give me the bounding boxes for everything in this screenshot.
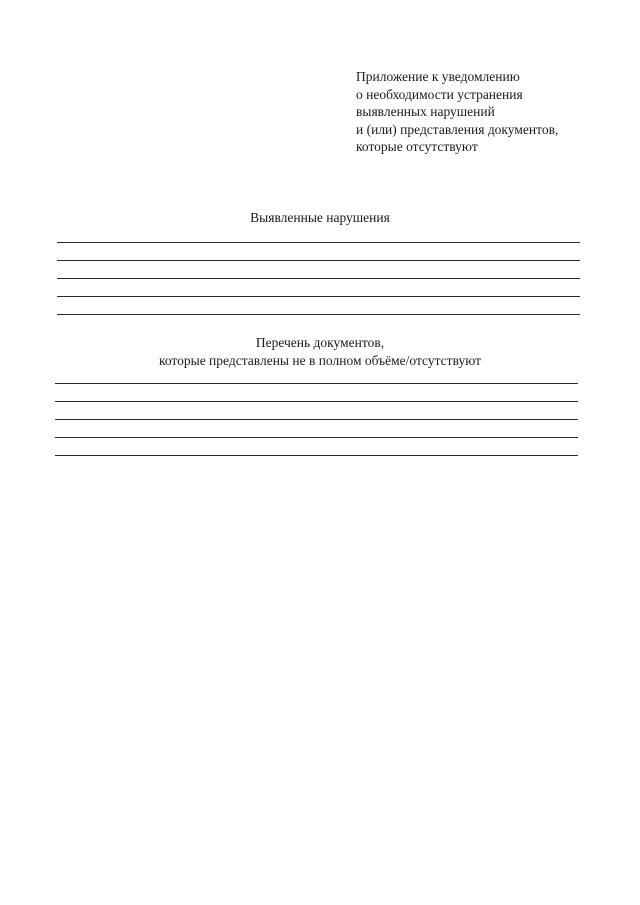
documents-title-line: Перечень документов, [255,335,385,350]
documents-title [0,334,640,369]
fill-in-line [57,260,580,261]
fill-in-line [55,401,578,402]
appendix-line: о необходимости устранения [356,86,523,102]
appendix-header [356,68,558,156]
fill-in-line [57,314,580,315]
fill-in-line [55,419,578,420]
appendix-line: Приложение к уведомлению [356,69,520,84]
fill-in-line [55,383,578,384]
fill-in-line [55,437,578,438]
fill-in-line [57,242,580,243]
fill-in-line [57,278,580,279]
documents-title-line: которые представлены не в полном объёме/отсутствуют [158,352,482,368]
fill-in-line [57,296,580,297]
appendix-line: и (или) представления документов, [356,121,559,137]
violations-title: Выявленные нарушения [250,210,390,225]
fill-in-line [55,455,578,456]
appendix-line: которые отсутствуют [356,139,478,154]
appendix-line: выявленных нарушений [356,104,495,119]
